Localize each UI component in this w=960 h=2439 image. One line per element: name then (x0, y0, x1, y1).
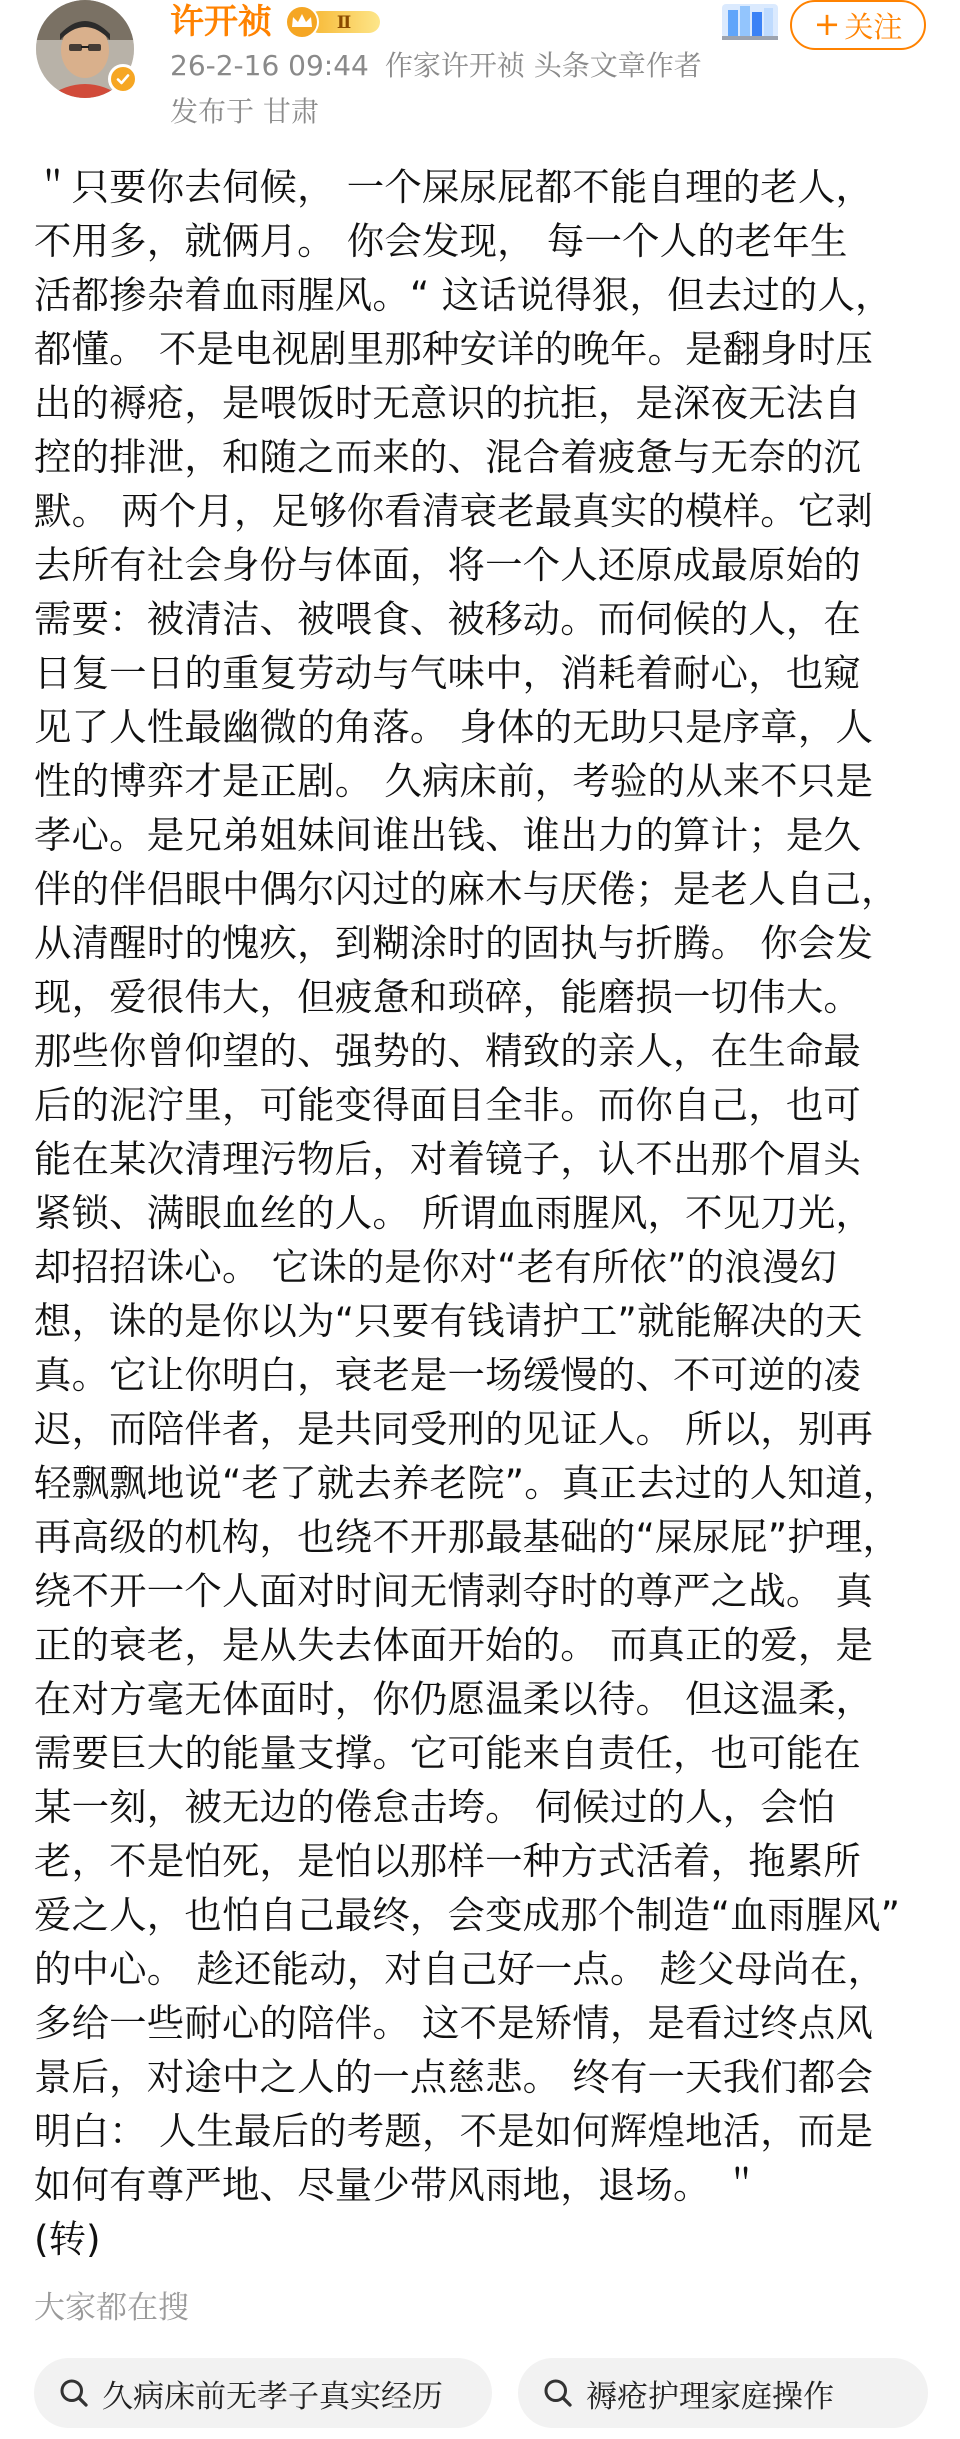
article-line: 却招招诛心。 它诛的是你对“老有所依”的浪漫幻 (34, 1245, 838, 1289)
article-line: 老，不是怕死，是怕以那样一种方式活着，拖累所 (34, 1839, 861, 1883)
post-body (34, 160, 926, 2212)
article-line: 真。它让你明白，衰老是一场缓慢的、不可逆的凌 (34, 1353, 861, 1397)
article-line: 控的排泄，和随之而来的、混合着疲惫与无奈的沉 (34, 435, 861, 479)
trending-search-title: 大家都在搜 (34, 2290, 189, 2326)
article-line: 伴的伴侣眼中偶尔闪过的麻木与厌倦；是老人自己， (34, 867, 899, 911)
article-line: 需要巨大的能量支撑。它可能来自责任，也可能在 (34, 1731, 861, 1775)
trending-search-chips (34, 2358, 928, 2428)
article-line: 紧锁、满眼血丝的人。 所谓血雨腥风，不见刀光， (34, 1191, 874, 1235)
article-line: 不用多，就俩月。 你会发现， 每一个人的老年生 (34, 219, 848, 263)
article-line: 在对方毫无体面时，你仍愿温柔以待。 但这温柔， (34, 1677, 874, 1721)
article-line: 孝心。是兄弟姐妹间谁出钱、谁出力的算计；是久 (34, 813, 861, 857)
article-line: 迟，而陪伴者，是共同受刑的见证人。 所以，别再 (34, 1407, 874, 1451)
follow-label: 关注 (844, 9, 903, 44)
search-chip[interactable] (518, 2358, 928, 2428)
search-icon (56, 2375, 92, 2411)
article-line: 想，诛的是你以为“只要有钱请护工”就能解决的天 (34, 1299, 863, 1343)
article-line: 正的衰老，是从失去体面开始的。 而真正的爱，是 (34, 1623, 874, 1667)
verified-icon (108, 64, 138, 94)
article-line: 能在某次清理污物后，对着镜子，认不出那个眉头 (34, 1137, 861, 1181)
article-line: 轻飘飘地说“老了就去养老院”。真正去过的人知道， (34, 1461, 901, 1505)
user-name[interactable]: 许开祯 (170, 2, 272, 42)
search-chip-label: 久病床前无孝子真实经历 (102, 2378, 443, 2415)
post-time: 26-2-16 09:44 (170, 49, 369, 82)
article-line: 后的泥泞里，可能变得面目全非。而你自己，也可 (34, 1083, 861, 1127)
article-line: 性的博弈才是正剧。 久病床前，考验的从来不只是 (34, 759, 874, 803)
article-line: 如何有尊严地、尽量少带风雨地，退场。 ＂ (34, 2163, 761, 2207)
post-meta (170, 50, 702, 82)
article-line: 爱之人，也怕自己最终，会变成那个制造“血雨腥风” (34, 1893, 901, 1937)
article-line: 景后，对途中之人的一点慈悲。 终有一天我们都会 (34, 2055, 874, 2099)
crown-level-badge[interactable] (282, 4, 386, 40)
books-icon (716, 0, 786, 44)
article-line: 出的褥疮，是喂饭时无意识的抗拒，是深夜无法自 (34, 381, 861, 425)
article-line: 那些你曾仰望的、强势的、精致的亲人，在生命最 (34, 1029, 861, 1073)
article-line: 活都掺杂着血雨腥风。“ 这话说得狠，但去过的人， (34, 273, 893, 317)
article-line: 绕不开一个人面对时间无情剥夺时的尊严之战。 真 (34, 1569, 874, 1613)
search-chip[interactable] (34, 2358, 492, 2428)
article-line: 再高级的机构，也绕不开那最基础的“屎尿屁”护理， (34, 1515, 901, 1559)
post-location: 发布于 甘肃 (170, 95, 319, 128)
follow-button[interactable] (790, 0, 926, 50)
plus-icon: + (813, 5, 841, 43)
article-line: 现，爱很伟大，但疲惫和琐碎，能磨损一切伟大。 (34, 975, 861, 1019)
article-line: 去所有社会身份与体面，将一个人还原成最原始的 (34, 543, 861, 587)
name-row (170, 0, 386, 44)
level-number: Ⅱ (336, 13, 352, 33)
search-icon (540, 2375, 576, 2411)
repost-note: (转) (34, 2217, 101, 2261)
author-meta: 作家许开祯 头条文章作者 (384, 49, 702, 82)
article-line: 见了人性最幽微的角落。 身体的无助只是序章，人 (34, 705, 874, 749)
article-line: 明白： 人生最后的考题，不是如何辉煌地活，而是 (34, 2109, 874, 2153)
article-line: 的中心。 趁还能动，对自己好一点。 趁父母尚在， (34, 1947, 886, 1991)
article-line: 从清醒时的愧疚，到糊涂时的固执与折腾。 你会发 (34, 921, 874, 965)
article-line: 日复一日的重复劳动与气味中，消耗着耐心，也窥 (34, 651, 861, 695)
search-chip-label: 褥疮护理家庭操作 (586, 2378, 834, 2415)
article-line: 某一刻，被无边的倦怠击垮。 伺候过的人，会怕 (34, 1785, 836, 1829)
post-header (0, 0, 960, 140)
article-line: ＂只要你去伺候， 一个屎尿屁都不能自理的老人， (34, 165, 874, 209)
article-line: 多给一些耐心的陪伴。 这不是矫情，是看过终点风 (34, 2001, 874, 2045)
article-line: 默。 两个月，足够你看清衰老最真实的模样。它剥 (34, 489, 874, 533)
article-line: 需要：被清洁、被喂食、被移动。而伺候的人，在 (34, 597, 861, 641)
article-line: 都懂。 不是电视剧里那种安详的晚年。是翻身时压 (34, 327, 874, 371)
